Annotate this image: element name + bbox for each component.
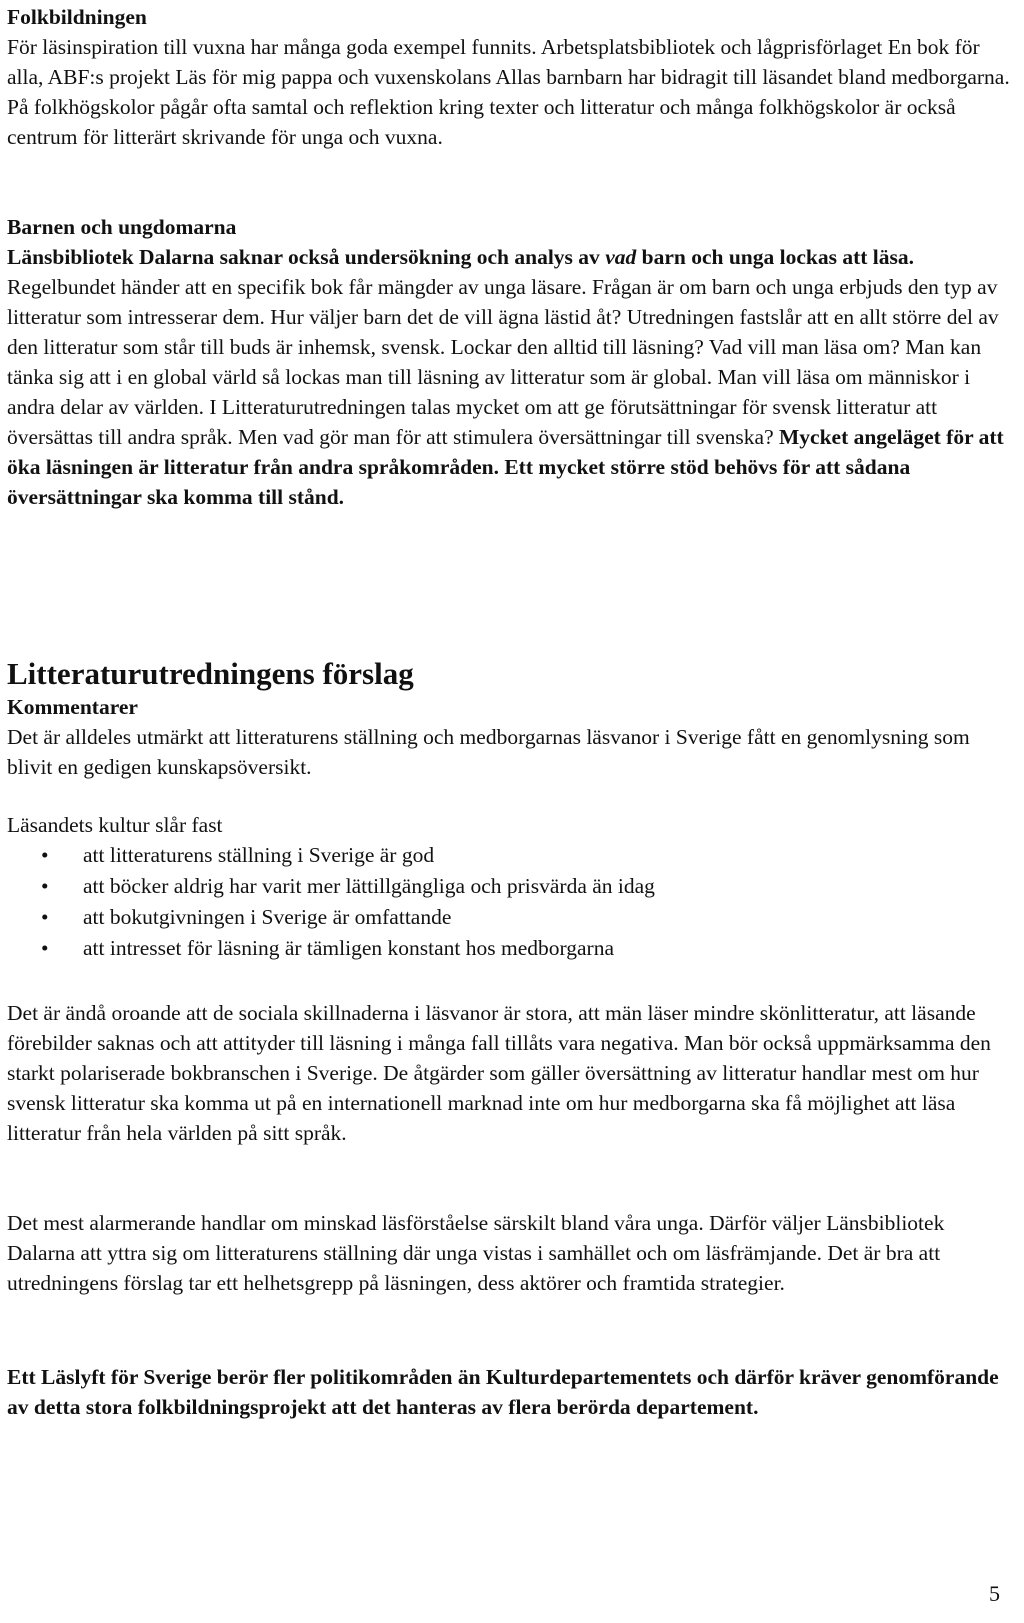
section-folkbildningen <box>7 2 1012 152</box>
section-subheading: Kommentarer <box>7 695 138 719</box>
list-item-text: att litteraturens ställning i Sverige är god <box>83 843 435 867</box>
list-item-text: att intresset för läsning är tämligen konstant hos medborgarna <box>83 936 615 960</box>
bullet-list <box>7 840 1012 964</box>
body-text: Regelbundet händer att en specifik bok får mängder av unga läsare. Frågan är om barn och unga erbjuds den typ av litteratur som intresserar dem. Hur väljer barn det de vill ägna lästid åt? Utredningen fastslår att en allt större del av den litteratur som står till buds är inhemsk, svensk. Lockar den alltid till läsning? Vad vill man läsa om? Man kan tänka sig att i en global värld så lockas man till läsning av litteratur som är global. Man vill läsa om människor i andra delar av världen. I Litteraturutredningen talas mycket om att ge förutsättningar för svensk litteratur att översättas till andra språk. Men vad gör man för att stimulera översättningar till svenska? <box>7 275 999 449</box>
section-heading: Folkbildningen <box>7 5 147 29</box>
bullet-icon: • <box>41 936 49 960</box>
bold-lead-text: barn och unga lockas att läsa. <box>636 245 914 269</box>
paragraph: Det är alldeles utmärkt att litteraturens ställning och medborgarnas läsvanor i Sverige fått en genomlysning som blivit en gedigen kunskapsöversikt. <box>7 725 970 779</box>
bullet-icon: • <box>41 905 49 929</box>
paragraph: För läsinspiration till vuxna har många goda exempel funnits. Arbetsplatsbibliotek och lågprisförlaget En bok för alla, ABF:s projekt Läs för mig pappa och vuxenskolans Allas barnbarn har bidragit till läsandet bland medborgarna. <box>7 35 1010 89</box>
list-item <box>7 840 1012 871</box>
paragraph: På folkhögskolor pågår ofta samtal och reflektion kring texter och litteratur och många folkhögskolor är också centrum för litterärt skrivande för unga och vuxna. <box>7 95 956 149</box>
section-heading: Barnen och ungdomarna <box>7 215 237 239</box>
list-item <box>7 871 1012 902</box>
paragraph-block <box>7 998 1012 1148</box>
list-title: Läsandets kultur slår fast <box>7 813 223 837</box>
paragraph: Det är ändå oroande att de sociala skillnaderna i läsvanor är stora, att män läser mindre skönlitteratur, att läsande förebilder saknas och att attityder till läsning i många fall tillåts vara negativa. Man bör också uppmärksamma den starkt polariserade bokbranschen i Sverige. De åtgärder som gäller översättning av litteratur handlar mest om hur svensk litteratur ska komma ut på en internationell marknad inte om hur medborgarna ska få möjlighet att läsa litteratur från hela världen på sitt språk. <box>7 1001 991 1145</box>
paragraph: Det mest alarmerande handlar om minskad läsförståelse särskilt bland våra unga. Därför väljer Länsbibliotek Dalarna att yttra sig om litteraturens ställning där unga vistas i samhället och om läsfrämjande. Det är bra att utredningens förslag tar ett helhetsgrepp på läsningen, dess aktörer och framtida strategier. <box>7 1211 945 1295</box>
page-title: Litteraturutredningens förslag <box>7 656 414 691</box>
paragraph-block <box>7 1208 1012 1298</box>
section-litteraturutredningens-forslag <box>7 656 1012 782</box>
bullet-icon: • <box>41 874 49 898</box>
paragraph <box>7 242 1012 512</box>
bold-lead-text: Länsbibliotek Dalarna saknar också undersökning och analys av <box>7 245 606 269</box>
list-block <box>7 810 1012 964</box>
list-item-text: att bokutgivningen i Sverige är omfattande <box>83 905 452 929</box>
section-barnen-och-ungdomarna <box>7 212 1012 512</box>
bold-paragraph: Ett Läslyft för Sverige berör fler politikområden än Kulturdepartementets och därför kräver genomförande av detta stora folkbildningsprojekt att det hanteras av flera berörda departement. <box>7 1365 999 1419</box>
list-item <box>7 902 1012 933</box>
list-item <box>7 933 1012 964</box>
bold-conclusion: Mycket angeläget för att öka läsningen är litteratur från andra språkområden. Ett mycket större stöd behövs för att sådana översättningar ska komma till stånd. <box>7 425 1004 509</box>
bullet-icon: • <box>41 843 49 867</box>
italic-emphasis: vad <box>605 245 637 269</box>
list-item-text: att böcker aldrig har varit mer lättillgängliga och prisvärda än idag <box>83 874 655 898</box>
page-number: 5 <box>989 1581 1000 1606</box>
paragraph-block <box>7 1362 1012 1422</box>
